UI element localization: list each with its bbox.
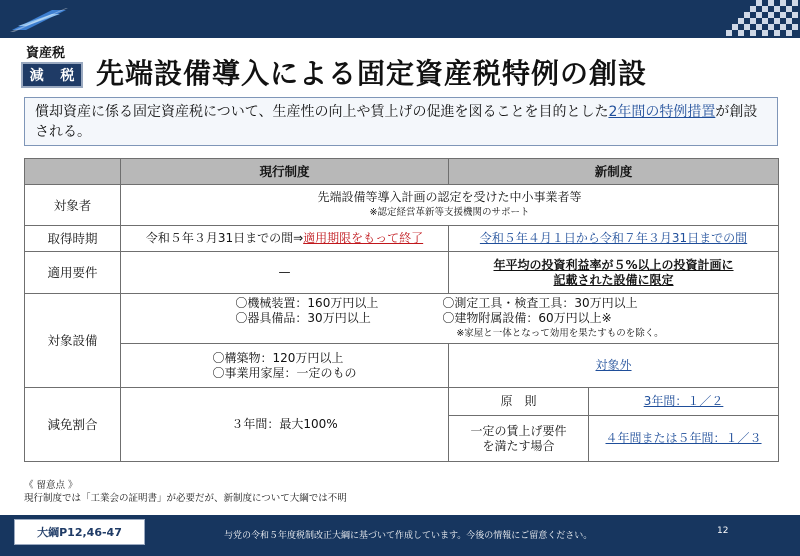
reduction-wage-value: ４年間または５年間：１／３ [589,416,779,462]
top-banner [0,0,800,38]
header-empty-cell [25,159,121,185]
notes-section [24,479,347,505]
equipment-business-buildings: 〇事業用家屋：一定のもの [212,365,357,380]
row-label-acquisition: 取得時期 [25,226,121,252]
requirement-new-line1: 年平均の投資利益率が５%以上の投資計画に [493,257,734,272]
requirement-current-cell: — [121,252,449,294]
intro-box [24,97,778,146]
equipment-building-fixtures: 〇建物附属設備：60万円以上※ [442,311,612,325]
equipment-fixtures: 〇器具備品：30万円以上 [235,311,371,325]
equipment-common-left [235,296,378,341]
acquisition-current-cell [121,226,449,252]
reduction-principle-label: 原 則 [449,388,589,416]
page-number: 12 [717,526,729,536]
reduction-wage-label-line2: を満たす場合 [482,438,555,453]
target-person-line2: ※認定経営革新等支援機関のサポート [369,207,530,218]
reduction-wage-label [449,416,589,462]
page-title: 先端設備導入による固定資産税特例の創設 [96,57,648,90]
category-badge: 減 税 [21,62,83,88]
header-current: 現行制度 [121,159,449,185]
equipment-common-cell [121,294,779,344]
equipment-current-only [213,351,357,381]
equipment-common-right [442,296,663,341]
footer-disclaimer: 与党の令和５年度税制改正大綱に基づいて作成しています。今後の情報にご留意ください。 [224,531,593,541]
acquisition-current-text: 令和５年３月31日までの間⇒ [145,231,304,245]
equipment-machinery: 〇機械装置：160万円以上 [235,296,379,310]
row-label-reduction: 減免割合 [25,388,121,462]
intro-emphasis: 2年間の特例措置 [608,104,716,120]
notes-text: 現行制度では「工業会の証明書」が必要だが、新制度について大綱では不明 [24,493,347,504]
row-label-requirement: 適用要件 [25,252,121,294]
row-label-target: 対象者 [25,185,121,226]
acquisition-new-cell: 令和５年４月１日から令和７年３月31日までの間 [449,226,779,252]
reduction-current-cell: ３年間：最大100% [121,388,449,462]
reduction-wage-label-line1: 一定の賃上げ要件 [470,423,567,438]
requirement-new-line2: 記載された設備に限定 [553,272,674,287]
reference-box: 大綱P12,46-47 [14,519,145,545]
acquisition-current-emphasis: 適用期限をもって終了 [303,231,424,245]
equipment-structures: 〇構築物：120万円以上 [212,350,344,365]
checker-pattern-icon [716,0,800,38]
target-person-line1: 先端設備等導入計画の認定を受けた中小事業者等 [317,190,582,204]
notes-title: 《 留意点 》 [24,480,78,491]
intro-text-end: が創設される。 [35,104,758,140]
comparison-table [24,158,779,462]
requirement-new-cell [449,252,779,294]
reduction-principle-value: 3年間：１／２ [589,388,779,416]
equipment-note: ※家屋と一体となって効用を果たすものを除く。 [456,328,664,339]
logo-icon [8,4,70,34]
equipment-current-only-cell [121,344,449,388]
equipment-tools: 〇測定工具・検査工具：30万円以上 [442,296,638,310]
category-label: 資産税 [26,46,66,61]
target-person-cell [121,185,779,226]
header-new: 新制度 [449,159,779,185]
equipment-new-excluded: 対象外 [449,344,779,388]
intro-text: 償却資産に係る固定資産税について、生産性の向上や賃上げの促進を図ることを目的とした [35,104,609,120]
row-label-equipment: 対象設備 [25,294,121,388]
